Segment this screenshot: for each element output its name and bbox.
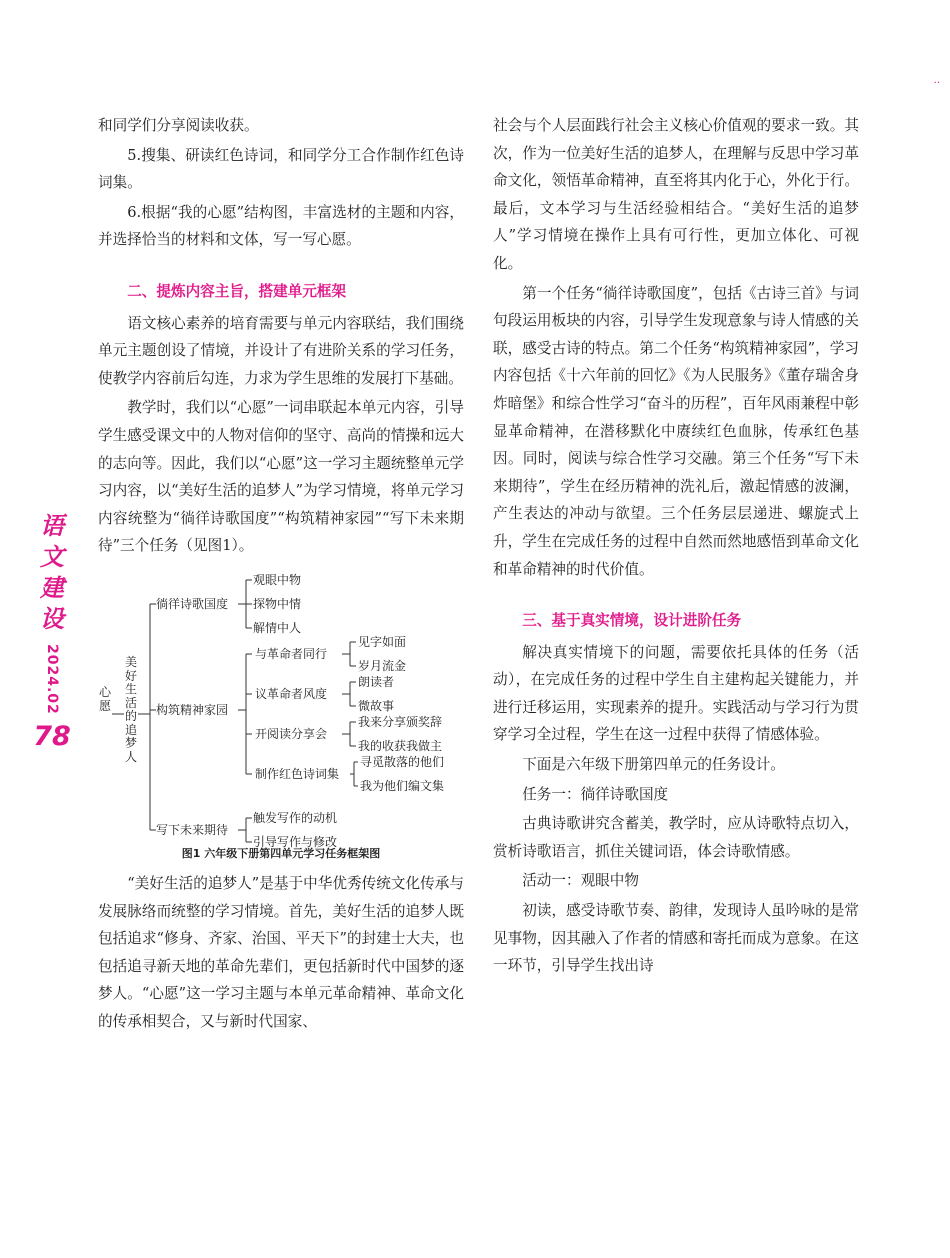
right-column: [493, 112, 859, 982]
paragraph: 社会与个人层面践行社会主义核心价值观的要求一致。其次，作为一位美好生活的追梦人，在理解与反思中学习革命文化，领悟革命精神，直至将其内化于心，外化于行。最后，文本学习与生活经验相结合。“美好生活的追梦人”学习情境在操作上具有可行性，更加立体化、可视化。: [493, 117, 859, 272]
task-2-leaf: 我为他们编文集: [360, 778, 445, 793]
task-heading: 任务一：徜徉诗歌国度: [522, 785, 669, 803]
paragraph: 下面是六年级下册第四单元的任务设计。: [522, 756, 785, 774]
task-2-sub: 与革命者同行: [255, 646, 328, 661]
framework-situation: 美好生活的追梦人: [124, 654, 137, 765]
page-number: 78: [33, 720, 71, 752]
journal-sidebar: [32, 510, 72, 752]
figure-caption: 图1 六年级下册第四单元学习任务框架图: [181, 846, 381, 860]
left-column: [98, 112, 464, 1037]
task-1: 徜徉诗歌国度: [156, 596, 229, 611]
task-2-leaf: 寻觅散落的他们: [360, 754, 445, 769]
section-heading-3: 三、基于真实情境，设计进阶任务: [522, 612, 742, 630]
activity-heading: 活动一：观眼中物: [522, 872, 639, 890]
task-3: 写下未来期待: [156, 822, 229, 837]
section-heading-2: 二、提炼内容主旨，搭建单元框架: [127, 282, 347, 300]
paragraph: 和同学们分享阅读收获。: [98, 117, 259, 134]
corner-mark: ··: [933, 78, 940, 89]
framework-root: 心愿: [98, 684, 111, 713]
paragraph: “美好生活的追梦人”是基于中华优秀传统文化传承与发展脉络而统整的学习情境。首先，美好生活的追梦人既包括追求“修身、齐家、治国、平天下”的封建士大夫，也包括追寻新天地的革命先辈们，更包括新时代中国梦的逐梦人。“心愿”这一学习主题与本单元革命精神、革命文化的传承相契合，又与新时代国家、: [98, 874, 464, 1030]
task-2-leaf: 朗读者: [358, 674, 395, 689]
paragraph: 第一个任务“徜徉诗歌国度”，包括《古诗三首》与词句段运用板块的内容，引导学生发现意象与诗人情感的关联，感受古诗的特点。第二个任务“构筑精神家园”，学习内容包括《十六年前的回忆》《为人民服务》《董存瑞舍身炸暗堡》和综合性学习“奋斗的历程”，百年风雨兼程中彰显革命精神，在潜移默化中赓续红色血脉，传承红色基因。同时，阅读与综合性学习交融。第三个任务“写下未来期待”，学生在经历精神的洗礼后，激起情感的波澜，产生表达的冲动与欲望。三个任务层层递进、螺旋式上升，学生在完成任务的过程中自然而然地感悟到革命文化和革命精神的时代价值。: [493, 284, 859, 578]
paragraph: 语文核心素养的培育需要与单元内容联结，我们围绕单元主题创设了情境，并设计了有进阶关系的学习任务，使教学内容前后勾连，力求为学生思维的发展打下基础。: [98, 314, 464, 387]
task-3-item: 引导写作与修改: [253, 834, 338, 849]
task-3-item: 触发写作的动机: [253, 810, 338, 825]
paragraph: 古典诗歌讲究含蓄美，教学时，应从诗歌特点切入，赏析诗歌语言，抓住关键词语，体会诗歌情感。: [493, 815, 859, 860]
task-framework-figure: [98, 566, 464, 849]
paragraph: 6.根据“我的心愿”结构图，丰富选材的主题和内容，并选择恰当的材料和文体，写一写心愿。: [98, 203, 464, 249]
paragraph: 初读，感受诗歌节奏、韵律，发现诗人虽吟咏的是常见事物，因其融入了作者的情感和寄托而成为意象。在这一环节，引导学生找出诗: [493, 902, 859, 975]
task-1-item: 解情中人: [253, 620, 302, 635]
task-2-sub: 制作红色诗词集: [255, 766, 340, 781]
task-2-leaf: 我的收获我做主: [358, 738, 443, 753]
journal-issue: 2024.02: [44, 644, 60, 715]
task-1-item: 观眼中物: [253, 572, 302, 587]
task-2: 构筑精神家园: [156, 702, 229, 717]
task-2-leaf: 我来分享颁奖辞: [358, 714, 443, 729]
task-2-leaf: 微故事: [358, 698, 395, 713]
journal-name: 语文建设: [40, 511, 64, 633]
paragraph: 5.搜集、研读红色诗词，和同学分工合作制作红色诗词集。: [98, 146, 464, 192]
task-1-item: 探物中情: [253, 596, 302, 611]
task-2-sub: 议革命者风度: [255, 686, 328, 701]
task-2-sub: 开阅读分享会: [255, 726, 328, 741]
paragraph: 解决真实情境下的问题，需要依托具体的任务（活动），在完成任务的过程中学生自主建构起关键能力，并进行迁移运用，实现素养的提升。实践活动与学习行为贯穿学习全过程，学生在这一过程中获得了情感体验。: [493, 643, 859, 744]
task-2-leaf: 见字如面: [358, 634, 407, 649]
paragraph: 教学时，我们以“心愿”一词串联起本单元内容，引导学生感受课文中的人物对信仰的坚守、高尚的情操和远大的志向等。因此，我们以“心愿”这一学习主题统整单元学习内容，以“美好生活的追梦人”为学习情境，将单元学习内容统整为“徜徉诗歌国度”“构筑精神家园”“写下未来期待”三个任务（见图1）。: [98, 399, 464, 555]
task-2-leaf: 岁月流金: [358, 658, 407, 673]
